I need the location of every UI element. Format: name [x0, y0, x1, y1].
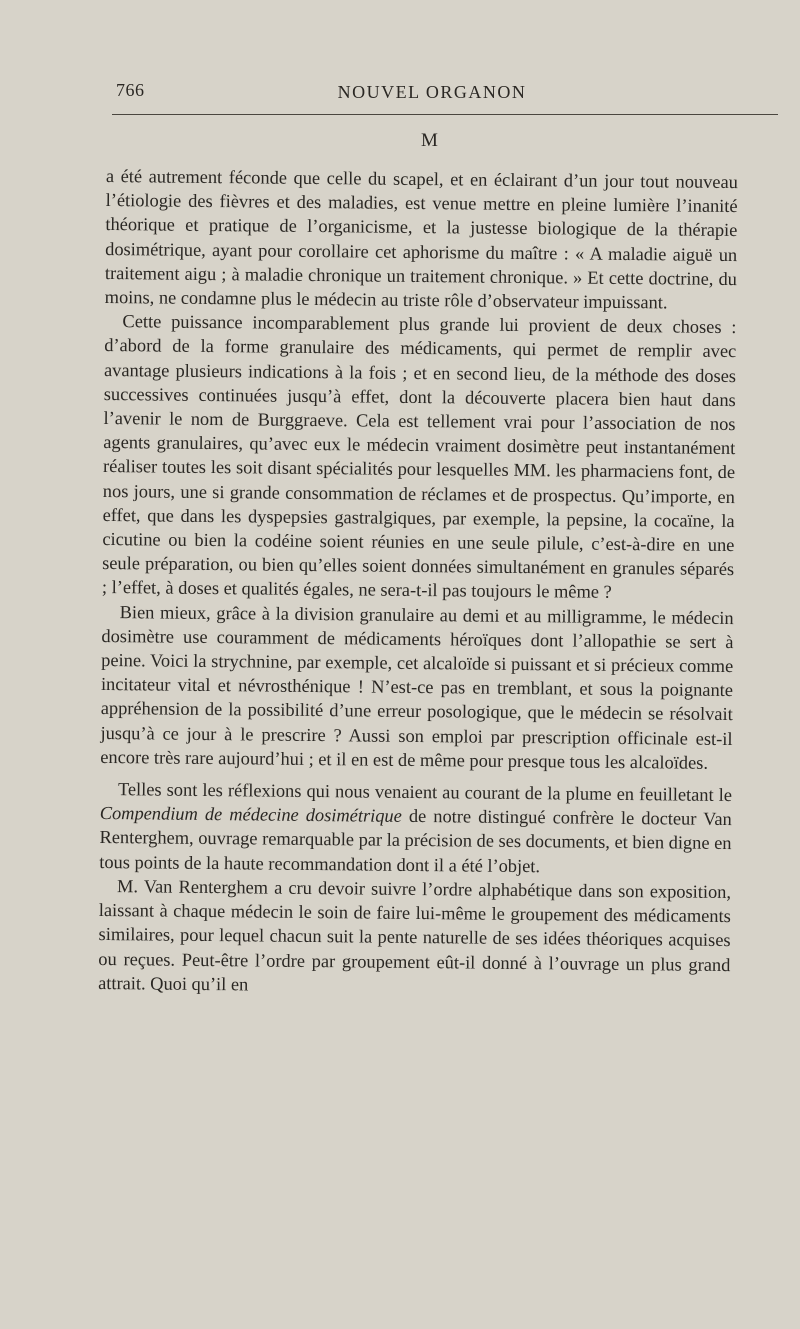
paragraph-4-text-before: Telles sont les réflexions qui nous venaient au courant de la plume en feuilletant le	[117, 779, 733, 806]
running-title: NOUVEL ORGANON	[337, 82, 527, 102]
page-number: 766	[116, 80, 145, 100]
paragraph-3: Bien mieux, grâce à la division granulaire au demi et au milligramme, le médecin dosimètre use couramment de médicaments héroïques dont l’allopathie se sert à peine. Voici la strychnine, par exemple, cet alcaloïde si puissant et si précieux comme incitateur vital et névrosthénique ! N’est-ce pas en tremblant, et sous la poignante appréhension de la possibilité d’une erreur posologique, que le médecin se résolvait jusqu’à ce jour à le prescrire ? Aussi son emploi par prescription officinale est-il encore très rare aujourd’hui ; et il en est de même pour presque tous les alcaloïdes.	[100, 601, 734, 773]
body-text	[98, 164, 738, 1001]
paragraph-2: Cette puissance incomparablement plus grande lui provient de deux choses : d’abord de la forme granulaire des médicaments, qui permet de remplir avec avantage plusieurs indications à la fois ; et en second lieu, de la méthode des doses successives continuées jusqu’à effet, dont la découverte placera bien haut dans l’avenir le nom de Burggraeve. Cela est tellement vrai pour l’association de nos agents granulaires, qu’avec eux le médecin vraiment dosimètre peut instantanément réaliser toutes les soit disant spécialités pour lesquelles MM. les pharmaciens font, de nos jours, une si grande consommation de réclames et de prospectus. Qu’importe, en effet, que dans les dyspepsies gastralgiques, par exemple, la pepsine, la cocaïne, la cicutine ou bien la codéine soient réunies en une seule pilule, c’est-à-dire en une seule préparation, ou bien qu’elles soient données simultanément en granules séparés ; l’effet, à doses et qualités égales, ne sera-t-il pas toujours le même ?	[101, 311, 737, 603]
page-header	[112, 80, 752, 104]
paragraph-4	[99, 777, 732, 880]
book-title-italic: Compendium de médecine dosimétrique	[99, 803, 402, 827]
paragraph-1: a été autrement féconde que celle du scapel, et en éclairant d’un jour tout nouveau l’étiologie des fièvres et des maladies, est venue mettre en pleine lumière l’inanité théorique et pratique de l’organicisme, et la justesse biologique de la thérapie dosimétrique, ayant pour corollaire cet aphorisme du maître : « A maladie aiguë un traitement aigu ; à maladie chronique un traitement chronique. » Et cette doctrine, du moins, ne condamne plus le médecin au triste rôle d’observateur impuissant.	[104, 165, 738, 313]
paragraph-5: M. Van Renterghem a cru devoir suivre l’ordre alphabétique dans son exposition, laissant à chaque médecin le soin de faire lui-même le groupement des médicaments similaires, pour lequel chacun suit la pente naturelle de ses idées théoriques acquises ou reçues. Peut-être l’ordre par groupement eût-il donné à l’ouvrage un plus grand attrait. Quoi qu’il en	[98, 876, 732, 995]
section-letter: M	[421, 130, 439, 151]
paragraph-4-text-after: de notre distingué confrère le docteur Van Renterghem, ouvrage remarquable par la précision de ses documents, et bien digne en tous points de la haute recommandation dont il a été l’objet.	[99, 806, 732, 876]
header-rule	[112, 114, 778, 115]
